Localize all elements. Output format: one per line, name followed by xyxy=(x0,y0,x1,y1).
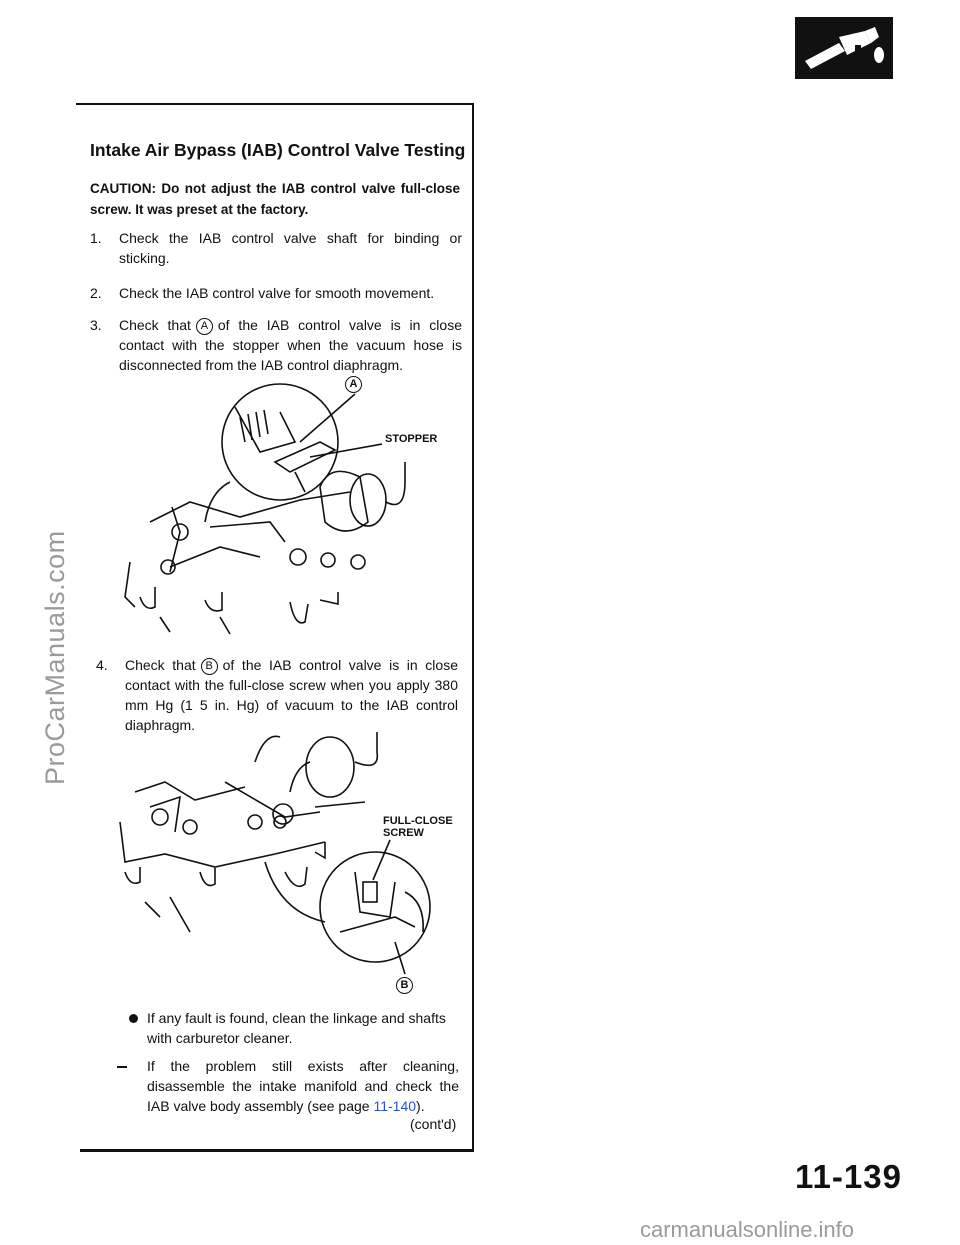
footer-watermark: carmanualsonline.info xyxy=(640,1217,855,1242)
step-number: 2. xyxy=(90,285,102,301)
dash-note xyxy=(147,1056,459,1116)
step-number: 4. xyxy=(96,657,108,673)
figure2-marker-b xyxy=(396,977,413,994)
page-link-11-140[interactable]: 11-140 xyxy=(373,1098,417,1114)
marker-a-callout: A xyxy=(345,376,362,393)
figure-full-close-screw-diagram xyxy=(105,722,465,1002)
page-number: 11-139 xyxy=(795,1158,902,1195)
figure1-marker-a xyxy=(345,376,362,393)
dash-note-text: If the problem still exists after cleaning, disassemble the intake manifold and check the IAB valve body assembly (see page xyxy=(147,1058,459,1114)
step-1 xyxy=(90,228,462,268)
section-title: Intake Air Bypass (IAB) Control Valve Testing xyxy=(90,140,466,160)
continued-label: (cont'd) xyxy=(410,1116,457,1132)
step-text-pre: Check that xyxy=(125,657,196,673)
watermark: ProCarManuals.com xyxy=(40,530,70,785)
bullet-note: If any fault is found, clean the linkage and shafts with carburetor cleaner. xyxy=(147,1010,446,1046)
marker-b-callout: B xyxy=(396,977,413,994)
step-text-post: of the IAB control valve is in close contact with the full-close screw when you apply 380 mm Hg (1 5 in. Hg) of vacuum to the IAB control diaphragm. xyxy=(125,657,458,733)
step-number: 1. xyxy=(90,230,102,246)
full-close-label-line1: FULL-CLOSE xyxy=(383,815,453,827)
step-number: 3. xyxy=(90,317,102,333)
step-text: Check the IAB control valve for smooth movement. xyxy=(119,285,435,301)
dash-marker-icon xyxy=(117,1066,127,1068)
bullet-dot-icon xyxy=(129,1014,138,1023)
marker-a: A xyxy=(196,318,213,335)
caution-note: CAUTION: Do not adjust the IAB control valve full-close screw. It was preset at the factory. xyxy=(90,181,460,217)
frame-right-rule xyxy=(472,103,474,1151)
step-text-pre: Check that xyxy=(119,317,191,333)
frame-top-rule xyxy=(76,103,474,105)
full-close-screw-label xyxy=(383,815,453,839)
fuel-nozzle-icon xyxy=(795,17,893,79)
dash-note-end: ). xyxy=(416,1098,425,1114)
full-close-label-line2: SCREW xyxy=(383,827,424,839)
step-3 xyxy=(90,315,462,375)
marker-b: B xyxy=(201,658,218,675)
step-text: Check the IAB control valve shaft for binding or sticking. xyxy=(119,230,462,266)
step-text xyxy=(119,315,462,375)
step-2 xyxy=(90,283,462,303)
frame-bottom-rule xyxy=(80,1149,474,1152)
step-text-post: of the IAB control valve is in close contact with the stopper when the vacuum hose is disconnected from the IAB control diaphragm. xyxy=(119,317,462,373)
figure-stopper-diagram xyxy=(110,372,470,642)
stopper-label: STOPPER xyxy=(385,433,438,445)
